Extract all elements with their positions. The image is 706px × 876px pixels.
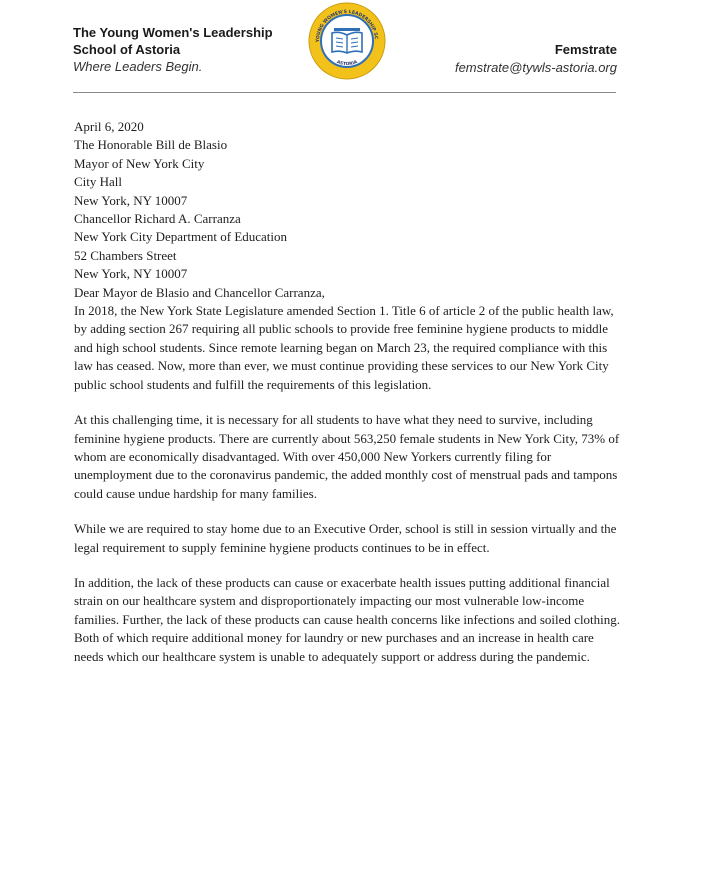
address-line: City Hall xyxy=(74,174,123,190)
club-email: femstrate@tywls-astoria.org xyxy=(454,60,617,75)
header-divider xyxy=(73,92,616,93)
address-line: New York City Department of Education xyxy=(74,229,288,245)
address-line: Chancellor Richard A. Carranza xyxy=(74,211,241,227)
address-line: 52 Chambers Street xyxy=(74,247,177,263)
seal-top-text: YOUNG WOMEN'S LEADERSHIP SC xyxy=(315,9,378,43)
address-line: New York, NY 10007 xyxy=(74,266,188,282)
school-tagline: Where Leaders Begin. xyxy=(73,59,203,74)
salutation: Dear Mayor de Blasio and Chancellor Carranza, xyxy=(74,284,325,300)
seal-bottom-text: ASTORIA xyxy=(335,59,359,68)
school-name-line1: The Young Women's Leadership xyxy=(73,25,273,40)
letterhead xyxy=(0,0,706,100)
recipient-address-1 xyxy=(74,136,622,210)
club-info xyxy=(455,41,617,77)
school-info xyxy=(73,24,273,75)
school-seal-logo xyxy=(308,2,386,80)
letter-date: April 6, 2020 xyxy=(74,119,144,134)
body-paragraph-4: In addition, the lack of these products can cause or exacerbate health issues putting additional financial strain on our healthcare system and disproportionately impacting our most vulnerable low-income families. Further, the lack of these products can cause health concerns like infections and soiled clothing. Both of which require additional money for laundry or new purchases and an increase in health care needs which our healthcare system is unable to adequately support or address during the pandemic. xyxy=(74,574,621,664)
body-paragraph-3: While we are required to stay home due to an Executive Order, school is still in session virtually and the legal requirement to supply feminine hygiene products continues to be in effect. xyxy=(74,521,617,555)
address-line: New York, NY 10007 xyxy=(74,192,188,208)
address-line: The Honorable Bill de Blasio xyxy=(74,137,228,153)
letter-body xyxy=(74,118,622,683)
body-paragraph-2: At this challenging time, it is necessary for all students to have what they need to survive, including feminine hygiene products. There are currently about 563,250 female students in New York City, 73% of whom are economically disadvantaged. With over 450,000 New Yorkers currently filing for unemployment due to the coronavirus pandemic, the added monthly cost of menstrual pads and tampons could cause undue hardship for many families. xyxy=(74,412,620,501)
club-name: Femstrate xyxy=(554,42,617,57)
school-name-line2: School of Astoria xyxy=(73,42,181,57)
recipient-address-2 xyxy=(74,210,622,284)
address-line: Mayor of New York City xyxy=(74,155,205,171)
body-paragraph-1: In 2018, the New York State Legislature amended Section 1. Title 6 of article 2 of the public health law, by adding section 267 requiring all public schools to provide free feminine hygiene products to middle and high school students. Since remote learning began on March 23, the required compliance with this law has ceased. Now, more than ever, we must continue providing these services to our New York City public school students and fulfill the requirements of this legislation. xyxy=(74,303,614,392)
